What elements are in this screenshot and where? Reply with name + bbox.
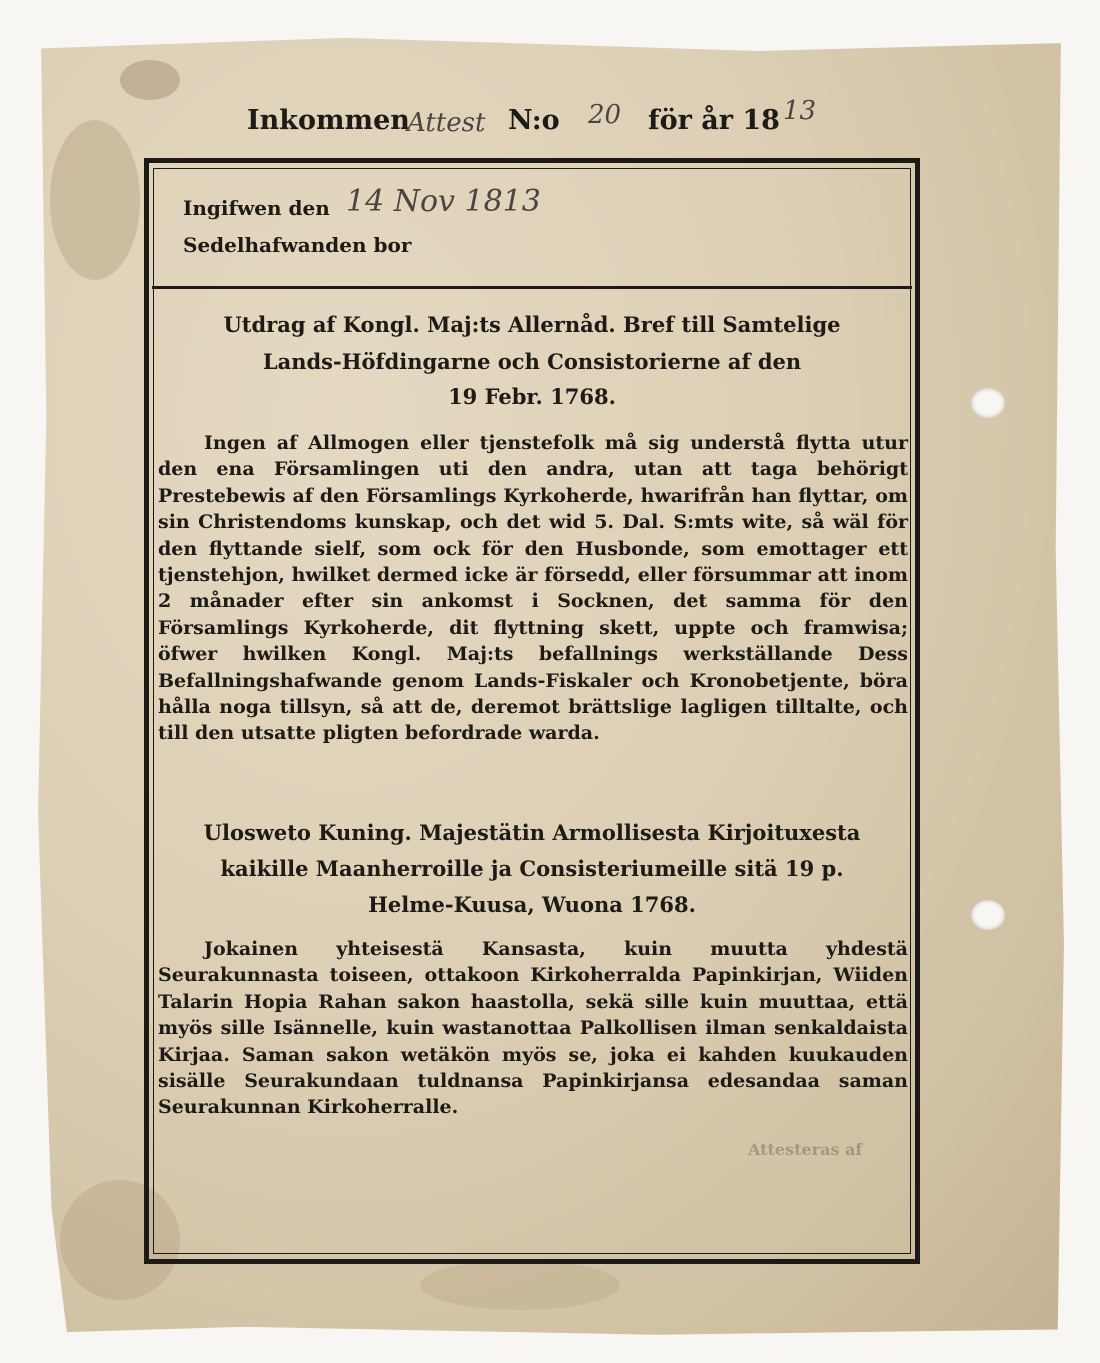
bleed-through-text: Attesteras af <box>748 1140 863 1159</box>
header-inkommen: Inkommen <box>247 105 410 136</box>
header-year-handwritten: 13 <box>783 96 817 126</box>
finnish-title-line-3: Helme-Kuusa, Wuona 1768. <box>368 892 696 917</box>
ingifwen-date-handwritten: 14 Nov 1813 <box>346 184 541 219</box>
header-attest-handwritten: Attest <box>407 108 486 138</box>
sedelhafwanden-label: Sedelhafwanden bor <box>183 233 412 257</box>
punch-hole-bottom <box>971 900 1005 930</box>
foxing-stain <box>420 1260 620 1310</box>
header-number-handwritten: 20 <box>588 100 622 130</box>
section-divider <box>152 286 912 289</box>
finnish-body: Jokainen yhteisestä Kansasta, kuin muutta yhdestä Seurakunnasta toiseen, ottakoon Kirkoherralda Papinkirjan, Wiiden Talarin Hopia Rahan sakon haastolla, sekä sille kuin muuttaa, että myös sille Isännelle, kuin wastanottaa Palkollisen ilman senkaldaista Kirjaa. Saman sakon wetäkön myös se, joka ei kahden kuukauden sisälle Seurakundaan tuldnansa Papinkirjansa edesandaa saman Seurakunnan Kirkoherralle. <box>158 938 908 1119</box>
header-number-label: N:o <box>508 105 560 136</box>
swedish-title-line-3: 19 Febr. 1768. <box>448 384 616 409</box>
finnish-title-line-2: kaikille Maanherroille ja Consisteriumeille sitä 19 p. <box>220 856 844 881</box>
header-year-label: för år 18 <box>648 105 780 136</box>
ingifwen-label: Ingifwen den <box>183 196 330 220</box>
punch-hole-top <box>971 388 1005 418</box>
swedish-title-line-1: Utdrag af Kongl. Maj:ts Allernåd. Bref till Samtelige <box>223 312 841 337</box>
swedish-title-line-2: Lands-Höfdingarne och Consistorierne af den <box>262 349 802 374</box>
swedish-body: Ingen af Allmogen eller tjenstefolk må sig understå flytta utur den ena Församlingen uti den andra, utan att taga behörigt Prestebewis af den Församlings Kyrkoherde, hwarifrån han flyttar, om sin Christendoms kunskap, och det wid 5. Dal. S:mts wite, så wäl för den flyttande sielf, som ock för den Husbonde, som emottager ett tjenstehjon, hwilket dermed icke är försedd, eller försummar att inom 2 månader efter sin ankomst i Socknen, det samma för den Församlings Kyrkoherde, dit flyttning skett, uppte och framwisa; öfwer hwilken Kongl. Maj:ts befallnings werkställande Dess Befallningshafwande genom Lands-Fiskaler och Kronobetjente, böra hålla noga tillsyn, så att de, deremot brättslige lagligen tilltalte, och till den utsatte pligten befordrade warda. <box>158 432 908 745</box>
finnish-title-line-1: Ulosweto Kuning. Majestätin Armollisesta Kirjoituxesta <box>203 820 861 845</box>
foxing-stain <box>50 120 140 280</box>
foxing-stain <box>120 60 180 100</box>
